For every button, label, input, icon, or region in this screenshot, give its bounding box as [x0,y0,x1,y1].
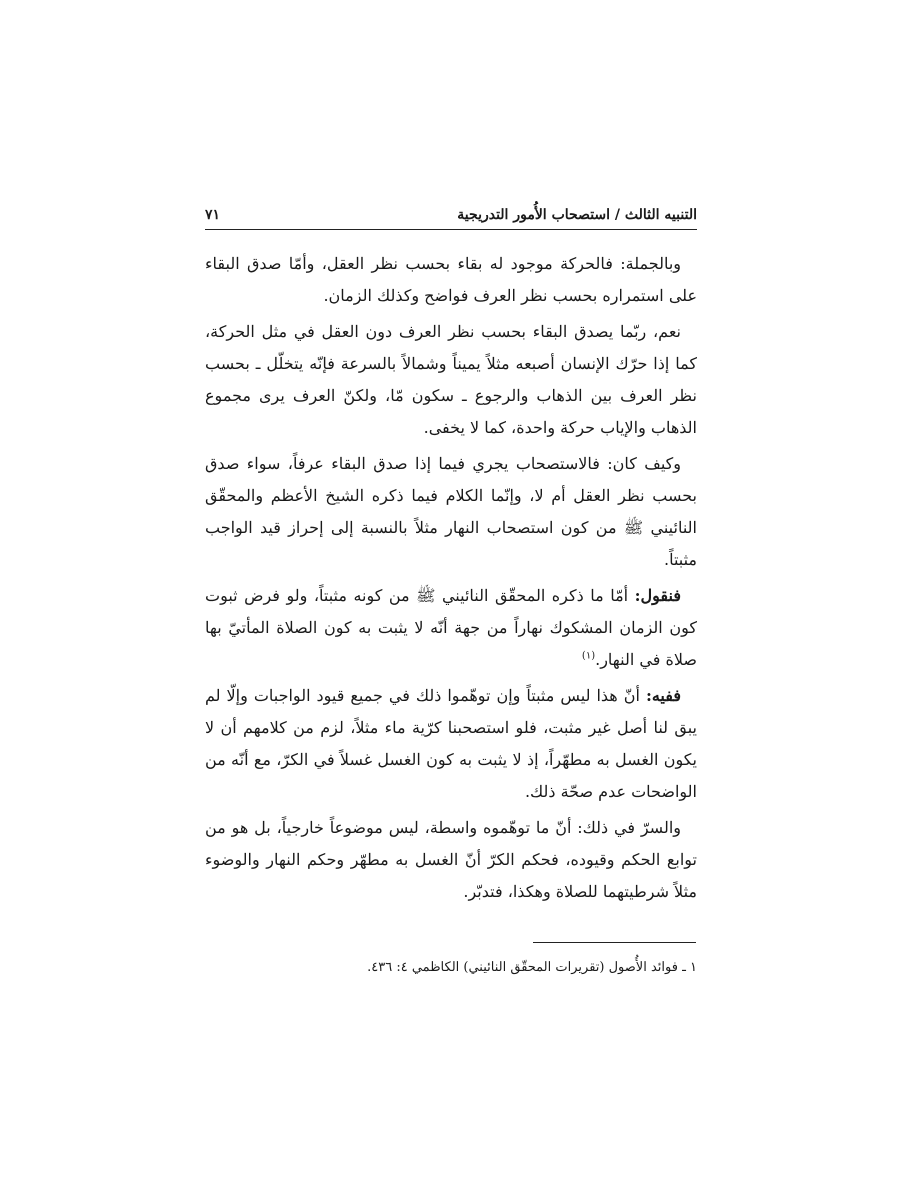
footnote: ١ ـ فوائد الأُصول (تقريرات المحقّق النائيني) الكاظمي ٤: ٤٣٦. [367,960,697,975]
paragraph [205,580,697,676]
header-rule [205,229,697,230]
paragraph-text: أنّ هذا ليس مثبتاً وإن توهّموا ذلك في جميع قيود الواجبات وإلّا لم يبق لنا أصل غير مثبت، فلو استصحبنا كرّية ماء مثلاً، لزم من كلامهم أن لا يكون الغسل به مطهّراً، إذ لا يثبت به كون الغسل غسلاً في الكرّ، مع أنّه من الواضحات عدم صحّة ذلك. [205,686,697,801]
paragraph-text: نعم، ربّما يصدق البقاء بحسب نظر العرف دون العقل في مثل الحركة، كما إذا حرّك الإنسان أصبعه مثلاً يميناً وشمالاً بالسرعة فإنّه يتخلّل ـ بحسب نظر العرف بين الذهاب والرجوع ـ سكون مّا، ولكنّ العرف يرى مجموع الذهاب والإياب حركة واحدة، كما لا يخفى. [205,322,697,437]
footnote-rule [533,942,696,943]
footnote-reference[interactable]: (١) [581,650,596,662]
paragraph [205,448,697,576]
paragraph-text: وكيف كان: فالاستصحاب يجري فيما إذا صدق البقاء عرفاً، سواء صدق بحسب نظر العقل أم لا، وإنّما الكلام فيما ذكره الشيخ الأعظم والمحقّق النائيني ﷺ من كون استصحاب النهار مثلاً بالنسبة إلى إحراز قيد الواجب مثبتاً. [205,454,697,569]
running-header [205,203,697,229]
page-number: ٧١ [205,207,221,223]
paragraph [205,316,697,444]
paragraph-lead: فنقول: [634,586,681,605]
running-title: التنبيه الثالث / استصحاب الأُمور التدريجية [457,207,697,223]
paragraph-text: أمّا ما ذكره المحقّق النائيني ﷺ من كونه مثبتاً، ولو فرض ثبوت كون الزمان المشكوك نهاراً من جهة أنّه لا يثبت به كون الصلاة المأتيّ بها صلاة في النهار. [205,586,697,669]
paragraph [205,680,697,808]
paragraph-text: والسرّ في ذلك: أنّ ما توهّموه واسطة، ليس موضوعاً خارجياً، بل هو من توابع الحكم وقيوده، فحكم الكرّ أنّ الغسل به مطهّر وحكم النهار والوضوء مثلاً شرطيتهما للصلاة وهكذا، فتدبّر. [205,818,697,901]
paragraph-text: وبالجملة: فالحركة موجود له بقاء بحسب نظر العقل، وأمّا صدق البقاء على استمراره بحسب نظر العرف فواضح وكذلك الزمان. [205,254,697,305]
body-text [205,248,697,912]
paragraph-lead: ففيه: [645,686,681,705]
paragraph [205,812,697,908]
paragraph [205,248,697,312]
